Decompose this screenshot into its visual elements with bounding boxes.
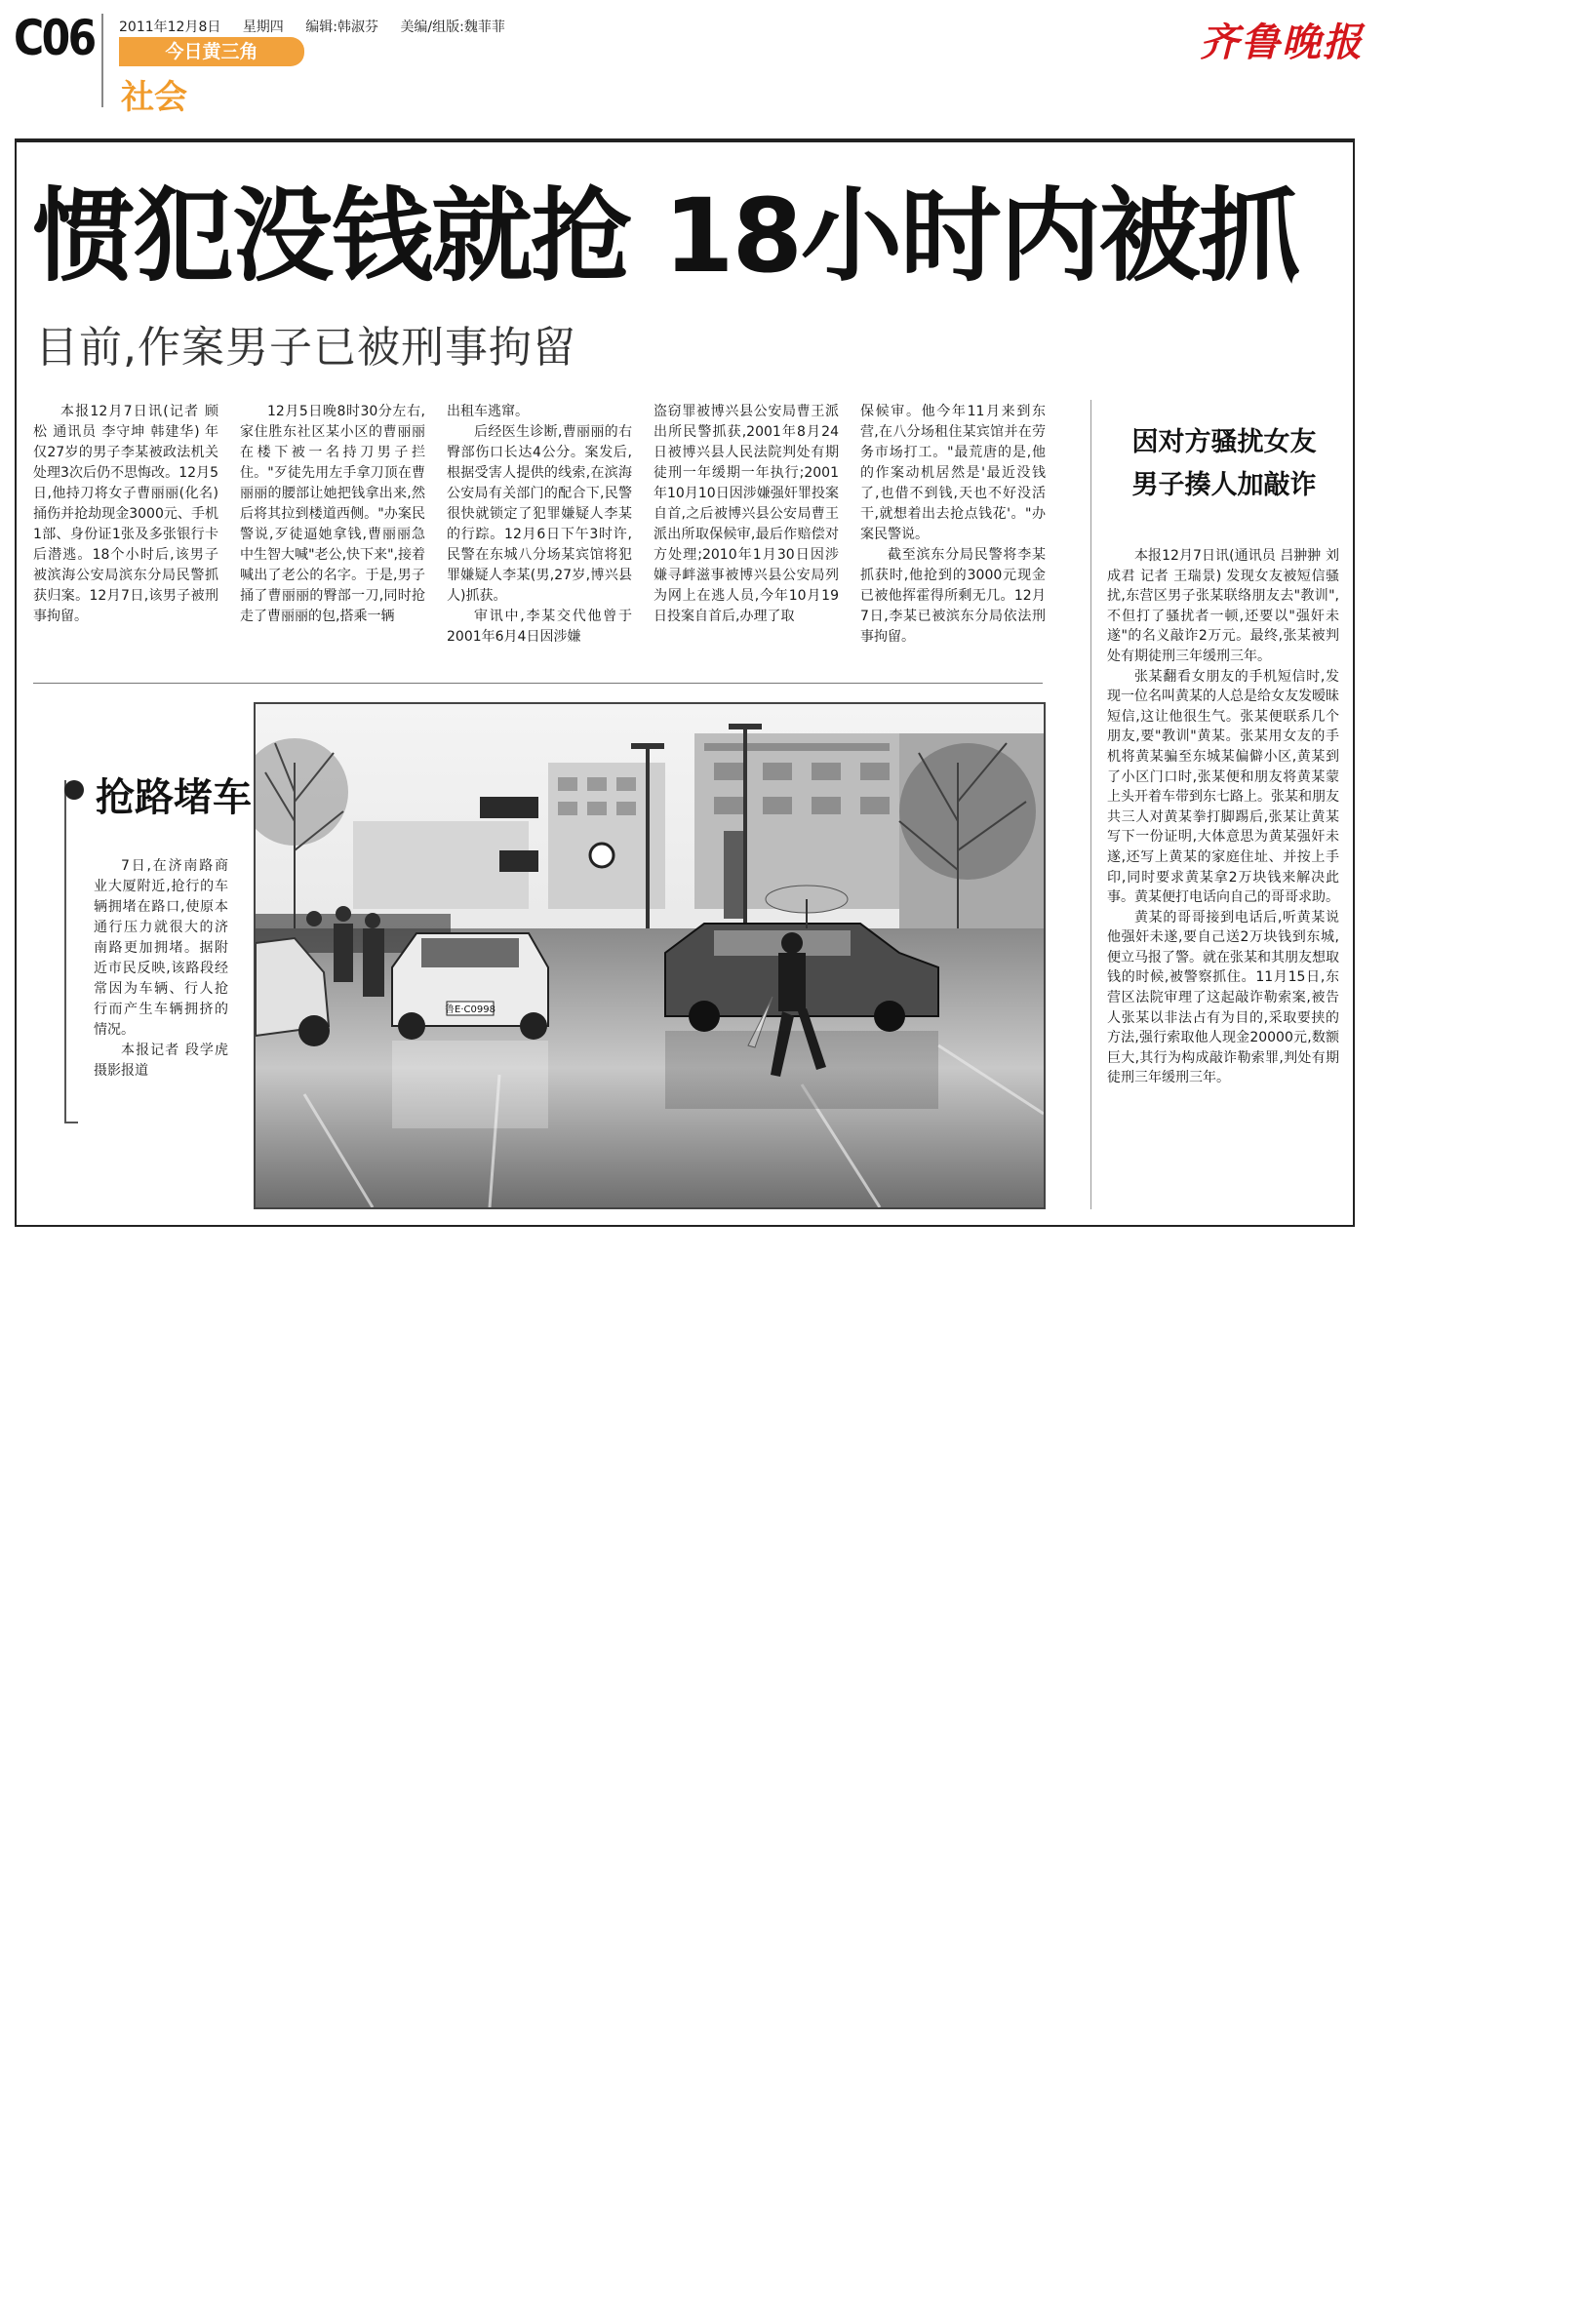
sidebar-divider (1090, 400, 1091, 1209)
paragraph: 审讯中,李某交代他曾于2001年6月4日因涉嫌 (447, 609, 632, 645)
paragraph: 7日,在济南路商业大厦附近,抢行的车辆拥堵在路口,使原本通行压力就很大的济南路更加拥堵。据附近市民反映,该路段经常因为车辆、行人抢行而产生车辆拥挤的情况。 (94, 858, 228, 1038)
issue-meta (119, 17, 523, 36)
paragraph: 张某翻看女朋友的手机短信时,发现一位名叫黄某的人总是给女友发暧昧短信,这让他很生气。张某便联系几个朋友,要"教训"黄某。张某用女友的手机将黄某骗至东城某偏僻小区,黄某到了小区门口时,张某便和朋友将黄某蒙上头开着车带到东七路上。张某和朋友共三人对黄某拳打脚踢后,张某让黄某写下一份证明,大体意思为黄某强奸未遂,还写上黄某的家庭住址、并按上手印,同时要求黄某拿2万块钱来解决此事。黄某便打电话向自己的哥哥求助。 (1107, 668, 1339, 906)
paragraph: 截至滨东分局民警将李某抓获时,他抢到的3000元现金已被他挥霍得所剩无几。12月7日,李某已被滨东分局依法刑事拘留。 (860, 547, 1046, 645)
designer-credit: 美编/组版:魏菲菲 (400, 20, 505, 35)
caption-rule (64, 1122, 78, 1123)
column-tag: 今日黄三角 (119, 37, 304, 66)
article-column-4 (654, 402, 839, 627)
article-column-3 (447, 402, 632, 648)
paragraph: 后经医生诊断,曹丽丽的右臀部伤口长达4公分。案发后,根据受害人提供的线索,在滨海公安局有关部门的配合下,民警很快就锁定了犯罪嫌疑人李某的行踪。12月6日下午3时许,民警在东城八分场某宾馆将犯罪嫌疑人李某(男,27岁,博兴县人)抓获。 (447, 424, 632, 604)
sidebar-headline-line-2: 男子揍人加敲诈 (1131, 470, 1317, 500)
page-number: C06 (14, 10, 95, 66)
plate-label: 鲁E·C0998 (445, 1004, 495, 1015)
paragraph: 本报12月7日讯(通讯员 吕翀翀 刘成君 记者 王瑞景) 发现女友被短信骚扰,东营区男子张某联络朋友去"教训",不但打了骚扰者一顿,还要以"强奸未遂"的名义敲诈2万元。最终,张某被判处有期徒刑三年缓刑三年。 (1107, 548, 1339, 664)
paragraph: 本报12月7日讯(记者 顾松 通讯员 李守坤 韩建华) 年仅27岁的男子李某被政法机关处理3次后仍不思悔改。12月5日,他持刀将女子曹丽丽(化名)捅伤并抢劫现金3000元、手机1部、身份证1张及多张银行卡后潜逃。18个小时后,该男子被滨海公安局滨东分局民警抓获归案。12月7日,该男子被刑事拘留。 (33, 404, 218, 624)
photo-title: 抢路堵车 (96, 775, 252, 820)
article-column-5 (860, 402, 1046, 648)
paragraph: 12月5日晚8时30分左右,家住胜东社区某小区的曹丽丽在楼下被一名持刀男子拦住。"歹徒先用左手拿刀顶在曹丽丽的腰部让她把钱拿出来,然后将其拉到楼道西侧。"办案民警说,歹徒逼她拿钱,曹丽丽急中生智大喊"老公,快下来",接着喊出了老公的名字。于是,男子捅了曹丽丽的臀部一刀,同时抢走了曹丽丽的包,搭乘一辆 (240, 404, 425, 624)
paragraph: 黄某的哥哥接到电话后,听黄某说他强奸未遂,要自己送2万块钱到东城,便立马报了警。就在张某和其朋友想取钱的时候,被警察抓住。11月15日,东营区法院审理了这起敲诈勒索案,被告人张某以非法占有为目的,采取要挟的方法,强行索取他人现金20000元,数额巨大,其行为构成敲诈勒索罪,判处有期徒刑三年缓刑三年。 (1107, 909, 1339, 1086)
sidebar-headline (1107, 421, 1341, 507)
issue-weekday: 星期四 (242, 20, 284, 35)
article-column-2 (240, 402, 425, 627)
column-rule (33, 683, 1043, 684)
news-photo (254, 702, 1046, 1209)
street-scene-image (256, 704, 1044, 1207)
article-column-1 (33, 402, 218, 627)
header-divider (101, 14, 103, 107)
paragraph: 出租车逃窜。 (447, 404, 529, 419)
caption-rule (64, 780, 66, 1122)
photo-credit: 本报记者 段学虎 摄影报道 (94, 1043, 228, 1079)
editor-credit: 编辑:韩淑芬 (305, 20, 378, 35)
issue-date: 2011年12月8日 (119, 20, 221, 35)
main-subhead: 目前,作案男子已被刑事拘留 (35, 323, 576, 373)
paragraph: 盗窃罪被博兴县公安局曹王派出所民警抓获,2001年8月24日被博兴县人民法院判处有期徒刑一年缓期一年执行;2001年10月10日因涉嫌强奸罪投案自首,之后被博兴县公安局曹王派出所取保候审,最后作赔偿对方处理;2010年1月30日因涉嫌寻衅滋事被博兴县公安局列为网上在逃人员,今年10月19日投案自首后,办理了取 (654, 404, 839, 624)
section-name: 社会 (121, 78, 187, 117)
main-headline: 惯犯没钱就抢 18小时内被抓 (33, 177, 1298, 295)
newspaper-logo: 齐鲁晚报 (1200, 20, 1364, 65)
photo-caption (94, 856, 228, 1082)
sidebar-headline-line-1: 因对方骚扰女友 (1131, 427, 1317, 457)
sidebar-body (1107, 546, 1339, 1088)
bullet-icon (64, 780, 84, 800)
paragraph: 保候审。他今年11月来到东营,在八分场租住某宾馆并在劳务市场打工。"最荒唐的是,他的作案动机居然是'最近没钱了,也借不到钱,天也不好没活干,就想着出去抢点钱花'。"办案民警说。 (860, 404, 1046, 542)
